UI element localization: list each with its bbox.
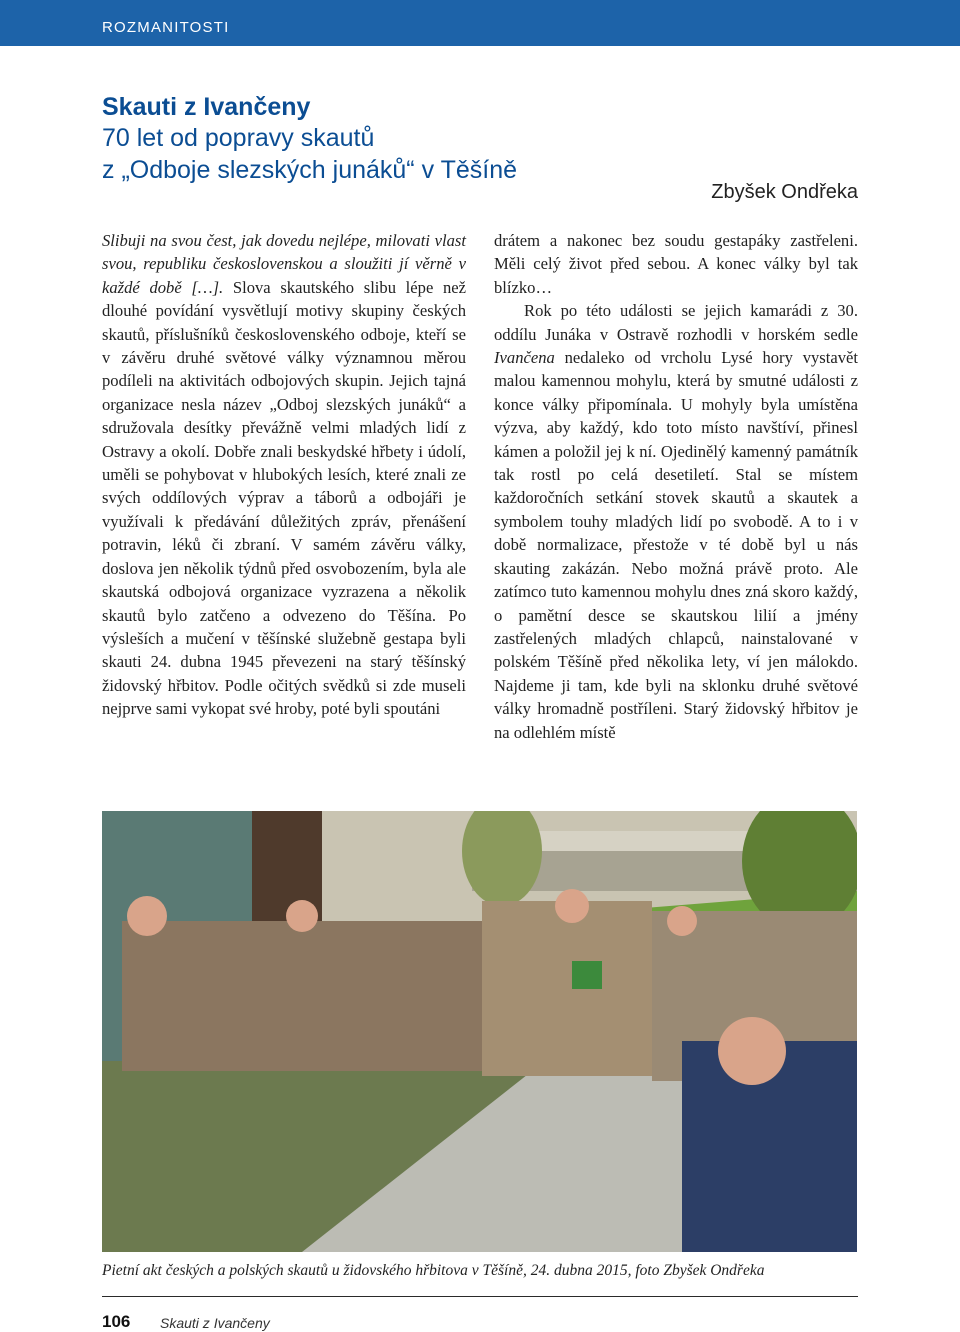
article-title-block (102, 92, 802, 186)
scout-oath-quote: Slibuji na svou čest, jak dovedu nejlépe, milovati vlast svou, republiku československou a sloužiti jí věrně v každé době […]. (102, 231, 466, 297)
footer-divider (102, 1296, 858, 1297)
article-subtitle-line1: 70 let od popravy skautů (102, 124, 375, 152)
paragraph (494, 299, 858, 744)
photo-caption: Pietní akt českých a polských skautů u židovského hřbitova v Těšíně, 24. dubna 2015, foto Zbyšek Ondřeka (102, 1262, 765, 1279)
paragraph (102, 229, 466, 721)
header-bar (0, 0, 960, 46)
text-column-left (102, 229, 466, 721)
paragraph-text: nedaleko od vrcholu Lysé hory vystavět malou kamennou mohylu, která by smutné události z konce války připomínala. U mohyly byla umístěna výzva, aby každý, kdo toto místo navštíví, přinesl kámen a položil jej k ní. Ojedinělý kamenný památník tak rostl po celá desetiletí. Stal se místem každoročních setkání stovek skautů a skautek a symbolem touhy mladých lidí po svobodě. A to i v době normalizace, přestože v té době byl u nás skauting zakázán. Nebo možná právě proto. Ale zatímco tuto kamennou mohylu dnes zná skoro každý, o pamětní desce se skautskou lilií a jmény zastřelených mladých chlapců, nainstalované v polském Těšíně před několika lety, ví jen málokdo. Najdeme ji tam, kde byli na sklonku druhé světové války hromadně postříleni. Starý židovský hřbitov je na odlehlém místě (494, 348, 858, 742)
paragraph: drátem a nakonec bez soudu gestapáky zastřeleni. Měli celý život před sebou. A konec války byl tak blízko… (494, 231, 858, 297)
section-label: ROZMANITOSTI (102, 19, 230, 36)
page-number: 106 (102, 1312, 131, 1331)
article-author: Zbyšek Ondřeka (711, 181, 858, 203)
event-photo (102, 811, 857, 1252)
paragraph-text: Slova skautského slibu lépe než dlouhé povídání vysvětlují motivy skupiny českých skautů, příslušníků československého odboje, kteří se v závěru druhé světové války významnou měrou podíleli na aktivitách odbojových skupin. Jejich tajná organizace nesla název „Odboj slezských junáků“ a sdružovala desítky převážně velmi mladých lidí z Ostravy a okolí. Dobře znali beskydské hřbety i údolí, uměli se pohybovat v hlubokých lesích, které znali ze svých oddílových výprav a táborů a odbojáři je využívali k předávání důležitých zpráv, přenášení potravin, léků či zbraní. V samém závěru války, doslova jen několik týdnů před osvobozením, byla ale skautská odbojová organizace vyzrazena a několik skautů bylo zatčeno a odvezeno do Těšína. Po výsleších a mučení v těšínské služebně gestapa byli skauti 24. dubna 1945 převezeni na starý těšínský židovský hřbitov. Podle očitých svědků si zde museli nejprve sami vykopat své hroby, poté byli spoutáni (102, 277, 467, 719)
text-column-right (494, 229, 858, 744)
running-title: Skauti z Ivančeny (160, 1315, 270, 1331)
place-name: Ivančena (494, 348, 555, 368)
article-subtitle-line2: z „Odboje slezských junáků“ v Těšíně (102, 156, 518, 184)
paragraph-text: Rok po této události se jejich kamarádi z 30. oddílu Junáka v Ostravě rozhodli v horském sedle (494, 301, 858, 344)
article-title: Skauti z Ivančeny (102, 93, 311, 121)
